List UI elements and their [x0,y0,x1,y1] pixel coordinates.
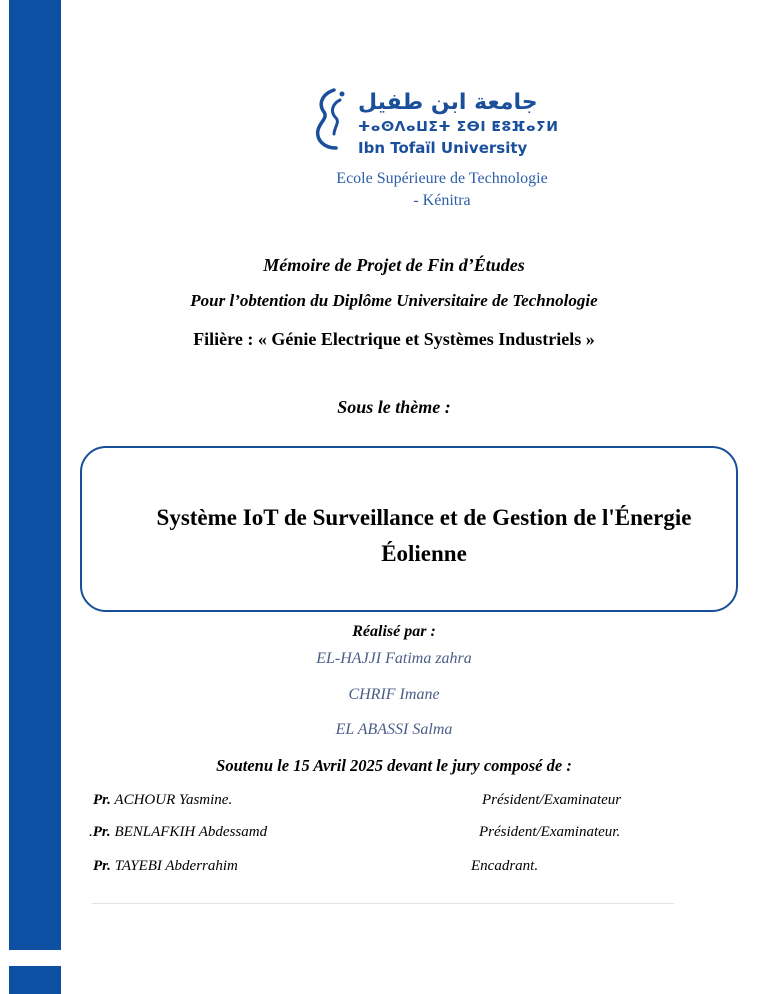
university-emblem-icon [312,86,348,152]
diploma-line: Pour l’obtention du Diplôme Universitaire de Technologie [190,291,598,310]
university-logo [312,86,559,166]
document-type: Mémoire de Projet de Fin d’Études [263,255,525,275]
project-title-line1: Système IoT de Surveillance et de Gestion de l'Énergie [156,505,692,530]
jury-member [0,792,768,814]
university-name-arabic: جامعة ابن طفيل [358,90,538,115]
defense-label: Soutenu le 15 Avril 2025 devant le jury composé de : [216,756,572,775]
student-name: EL ABASSI Salma [335,721,453,738]
theme-label: Sous le thème : [337,397,451,417]
project-title-line2: Éolienne [381,541,467,566]
project-title-box [80,446,738,612]
student-name: EL-HAJJI Fatima zahra [316,650,472,667]
jury-member-name: .Pr. BENLAFKIH Abdessamd [89,824,268,840]
field-of-study: Filière : « Génie Electrique et Systèmes Industriels » [193,329,595,349]
school-name: Ecole Supérieure de Technologie [336,170,548,187]
jury-member [0,858,768,880]
project-title [82,500,736,572]
jury-member-name: Pr. TAYEBI Abderrahim [93,858,238,874]
authors-label: Réalisé par : [352,623,436,640]
jury-member-role: Président/Examinateur [482,792,622,808]
jury-member-role: Président/Examinateur. [479,824,621,840]
student-name: CHRIF Imane [348,686,440,703]
jury-member-name: Pr. ACHOUR Yasmine. [93,792,233,808]
jury-member [0,824,768,846]
university-name-tifinagh: ⵜⴰⵙⴷⴰⵡⵉⵜ ⵉⴱⵏ ⵟⵓⴼⴰⵢⵍ [358,119,559,135]
jury-member-role: Encadrant. [471,858,539,874]
university-name-english: Ibn Tofaïl University [358,139,528,157]
footer-divider [92,903,674,904]
school-city: - Kénitra [413,192,471,209]
left-decorative-block [9,966,61,994]
